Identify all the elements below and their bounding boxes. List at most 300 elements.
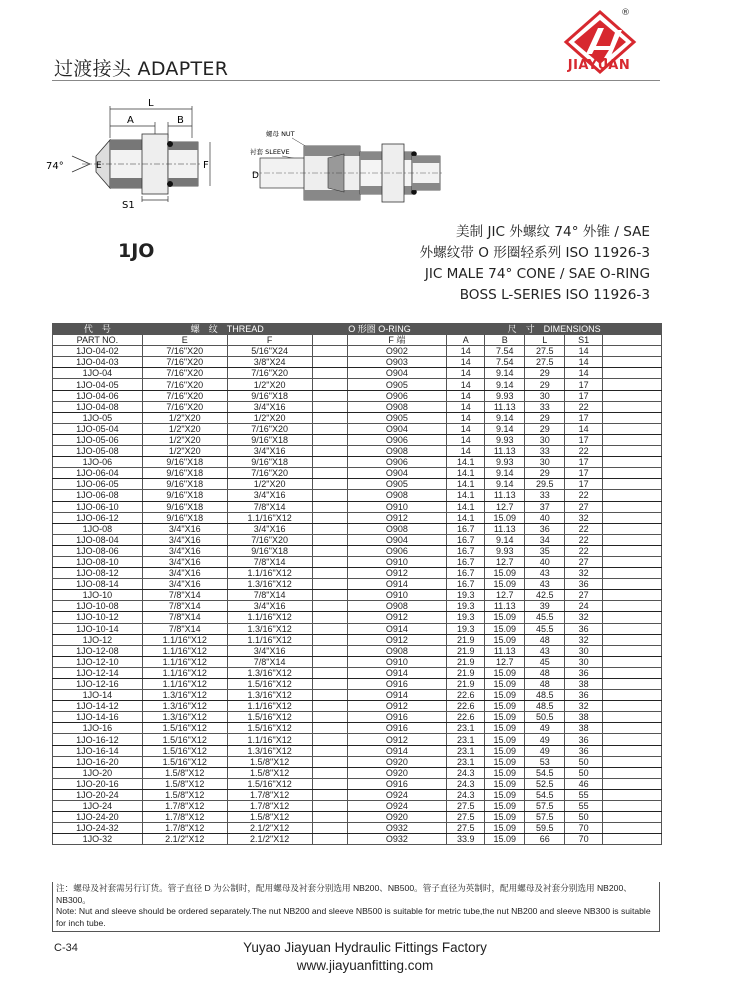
table-cell: 15.09 — [485, 634, 525, 645]
table-cell: 29 — [525, 423, 565, 434]
table-cell: 14.1 — [447, 512, 485, 523]
table-cell: 43 — [525, 579, 565, 590]
table-cell: 14.1 — [447, 501, 485, 512]
table-cell: 2.1/2"X12 — [227, 823, 312, 834]
table-cell: 3/4"X16 — [227, 446, 312, 457]
table-cell: 38 — [565, 679, 603, 690]
table-cell: O916 — [347, 723, 447, 734]
table-row — [53, 712, 662, 723]
table-cell: 1JO-04-02 — [53, 346, 143, 357]
table-cell: 32 — [565, 568, 603, 579]
table-cell: O905 — [347, 479, 447, 490]
table-cell: 11.13 — [485, 523, 525, 534]
table-cell: 1.3/16"X12 — [142, 701, 227, 712]
table-row — [53, 778, 662, 789]
table-cell — [603, 712, 662, 723]
table-cell — [603, 778, 662, 789]
table-cell: 1.7/8"X12 — [227, 801, 312, 812]
table-cell: 29 — [525, 379, 565, 390]
table-cell: O910 — [347, 590, 447, 601]
table-cell: 21.9 — [447, 656, 485, 667]
table-cell: 1.1/16"X12 — [227, 512, 312, 523]
table-cell: 3/4"X16 — [227, 401, 312, 412]
table-cell: O912 — [347, 612, 447, 623]
table-cell: 9/16"X18 — [227, 434, 312, 445]
table-row — [53, 767, 662, 778]
table-cell: 9.93 — [485, 457, 525, 468]
table-cell: 5/16"X24 — [227, 346, 312, 357]
table-cell — [603, 346, 662, 357]
table-cell — [312, 734, 347, 745]
table-cell — [312, 623, 347, 634]
table-cell: 32 — [565, 634, 603, 645]
table-row — [53, 457, 662, 468]
table-cell: 38 — [565, 712, 603, 723]
table-cell — [312, 723, 347, 734]
table-cell: 9.93 — [485, 390, 525, 401]
table-cell — [603, 601, 662, 612]
table-cell: O914 — [347, 623, 447, 634]
table-cell: 1JO-20 — [53, 767, 143, 778]
table-cell: 24 — [565, 601, 603, 612]
table-cell: 3/4"X16 — [227, 601, 312, 612]
table-cell: 7/8"X14 — [227, 501, 312, 512]
table-cell: 7/8"X14 — [142, 590, 227, 601]
table-cell: 15.09 — [485, 679, 525, 690]
table-cell: 21.9 — [447, 634, 485, 645]
table-cell: 21.9 — [447, 679, 485, 690]
table-cell: 32 — [565, 512, 603, 523]
page-number: C-34 — [54, 942, 78, 954]
table-cell: 34 — [525, 534, 565, 545]
table-cell — [603, 457, 662, 468]
table-cell: 11.13 — [485, 645, 525, 656]
table-cell: 49 — [525, 734, 565, 745]
table-cell — [603, 690, 662, 701]
table-cell: 36 — [565, 623, 603, 634]
col-header — [312, 335, 347, 346]
table-cell: 9.14 — [485, 412, 525, 423]
table-row — [53, 379, 662, 390]
table-cell: 15.09 — [485, 512, 525, 523]
table-cell: 7.54 — [485, 357, 525, 368]
note-cn: 注：螺母及衬套需另行订货。管子直径 D 为公制时，配用螺母及衬套分别选用 NB200、NB500。管子直径为英制时，配用螺母及衬套分别选用 NB200、NB300。 — [56, 883, 632, 905]
table-cell: 16.7 — [447, 545, 485, 556]
table-cell: 24.3 — [447, 789, 485, 800]
table-cell: 1JO-20-16 — [53, 778, 143, 789]
product-description — [360, 222, 650, 306]
table-cell: O914 — [347, 690, 447, 701]
table-cell — [603, 767, 662, 778]
table-cell: 1.3/16"X12 — [227, 667, 312, 678]
table-cell: O924 — [347, 801, 447, 812]
table-cell: 1JO-05-04 — [53, 423, 143, 434]
table-cell: 17 — [565, 479, 603, 490]
table-cell — [603, 545, 662, 556]
table-cell: 39 — [525, 601, 565, 612]
table-cell — [603, 656, 662, 667]
table-cell: 48 — [525, 679, 565, 690]
desc-line: 外螺纹带 O 形圈轻系列 ISO 11926-3 — [419, 245, 650, 261]
table-row — [53, 701, 662, 712]
table-cell: 23.1 — [447, 756, 485, 767]
table-cell: 15.09 — [485, 568, 525, 579]
table-cell: 9/16"X18 — [227, 390, 312, 401]
table-cell: 1JO-10-14 — [53, 623, 143, 634]
table-cell — [312, 690, 347, 701]
dim-label-A: A — [127, 115, 134, 126]
table-row — [53, 479, 662, 490]
table-cell — [312, 379, 347, 390]
table-cell: 35 — [525, 545, 565, 556]
table-cell: 48 — [525, 634, 565, 645]
table-cell: O912 — [347, 634, 447, 645]
table-cell: 15.09 — [485, 623, 525, 634]
angle-label: 74° — [46, 161, 64, 172]
table-cell: 3/4"X16 — [142, 556, 227, 567]
table-cell — [312, 645, 347, 656]
table-cell: 14 — [565, 357, 603, 368]
table-cell: O904 — [347, 368, 447, 379]
table-cell: 11.13 — [485, 490, 525, 501]
table-row — [53, 734, 662, 745]
table-cell — [312, 479, 347, 490]
table-cell: 7/8"X14 — [227, 590, 312, 601]
table-cell: 9.14 — [485, 534, 525, 545]
header-divider — [52, 80, 660, 81]
table-cell: 1JO-14 — [53, 690, 143, 701]
table-cell: 22 — [565, 523, 603, 534]
table-cell: O908 — [347, 645, 447, 656]
table-cell — [312, 612, 347, 623]
table-cell — [603, 357, 662, 368]
table-cell: 15.09 — [485, 778, 525, 789]
table-cell — [312, 656, 347, 667]
table-cell — [312, 823, 347, 834]
note-en: Note: Nut and sleeve should be ordered separately.The nut NB200 and sleeve NB500 is suitable for metric tube,the nut NB200 and sleeve NB300 is suitable for inch tube. — [56, 906, 651, 928]
table-cell: O908 — [347, 446, 447, 457]
table-cell: 40 — [525, 512, 565, 523]
table-cell: 7/16"X20 — [142, 379, 227, 390]
table-cell: 70 — [565, 823, 603, 834]
table-cell — [603, 823, 662, 834]
table-cell: 11.13 — [485, 401, 525, 412]
group-header-thread: 螺 纹 THREAD — [142, 324, 312, 335]
table-cell: 50.5 — [525, 712, 565, 723]
table-cell: 1.7/8"X12 — [227, 789, 312, 800]
desc-line: 美制 JIC 外螺纹 74° 外锥 / SAE — [455, 224, 650, 240]
table-cell: 11.13 — [485, 446, 525, 457]
table-cell — [603, 534, 662, 545]
table-cell: 36 — [525, 523, 565, 534]
table-cell — [312, 601, 347, 612]
table-cell: 9.14 — [485, 479, 525, 490]
table-cell: 15.09 — [485, 734, 525, 745]
table-cell: 1.5/8"X12 — [142, 778, 227, 789]
table-cell: 1JO-06 — [53, 457, 143, 468]
group-header-dimensions: 尺 寸 DIMENSIONS — [447, 324, 662, 335]
table-cell: 15.09 — [485, 767, 525, 778]
nut-label: 螺母 NUT — [266, 130, 295, 138]
table-cell: 14 — [447, 401, 485, 412]
table-cell: 23.1 — [447, 745, 485, 756]
table-cell: O904 — [347, 534, 447, 545]
table-cell — [603, 679, 662, 690]
table-cell — [603, 812, 662, 823]
table-row — [53, 656, 662, 667]
table-cell: 14.1 — [447, 479, 485, 490]
table-cell — [312, 468, 347, 479]
table-cell: 3/4"X16 — [142, 545, 227, 556]
table-cell: 22 — [565, 545, 603, 556]
table-cell: O914 — [347, 579, 447, 590]
table-cell: 1JO-08-04 — [53, 534, 143, 545]
table-cell: 1JO-08-10 — [53, 556, 143, 567]
table-cell: 14 — [565, 368, 603, 379]
table-row — [53, 612, 662, 623]
table-cell: 19.3 — [447, 601, 485, 612]
table-cell — [603, 801, 662, 812]
table-cell: 14 — [447, 379, 485, 390]
table-cell: 36 — [565, 579, 603, 590]
table-cell: 29 — [525, 368, 565, 379]
table-row — [53, 834, 662, 845]
table-cell: 54.5 — [525, 789, 565, 800]
table-cell: 1.1/16"X12 — [227, 612, 312, 623]
table-cell: 9.14 — [485, 379, 525, 390]
table-cell: 55 — [565, 789, 603, 800]
table-cell: 24.3 — [447, 778, 485, 789]
table-cell: 1JO-05 — [53, 412, 143, 423]
col-header: E — [142, 335, 227, 346]
table-cell: 36 — [565, 734, 603, 745]
table-cell: O914 — [347, 745, 447, 756]
desc-line: BOSS L-SERIES ISO 11926-3 — [459, 287, 650, 303]
table-cell — [312, 568, 347, 579]
table-cell: 27.5 — [525, 346, 565, 357]
table-cell — [603, 523, 662, 534]
table-cell: 22 — [565, 490, 603, 501]
table-cell: 9/16"X18 — [142, 512, 227, 523]
table-cell: 7/8"X14 — [142, 612, 227, 623]
table-cell: 7/16"X20 — [227, 423, 312, 434]
table-cell: 22 — [565, 446, 603, 457]
adapter-drawing — [42, 92, 442, 220]
table-cell: 17 — [565, 412, 603, 423]
dim-label-E: E — [96, 161, 102, 171]
table-cell: 48 — [525, 667, 565, 678]
table-cell: O905 — [347, 412, 447, 423]
registered-mark: ® — [621, 8, 630, 18]
table-cell — [603, 412, 662, 423]
table-cell: 45.5 — [525, 612, 565, 623]
table-cell: 32 — [565, 701, 603, 712]
table-cell: 24.3 — [447, 767, 485, 778]
table-cell: 1.1/16"X12 — [142, 634, 227, 645]
table-cell: 9/16"X18 — [142, 501, 227, 512]
table-cell: 1/2"X20 — [227, 379, 312, 390]
table-cell: O908 — [347, 601, 447, 612]
table-cell — [603, 556, 662, 567]
table-cell — [312, 778, 347, 789]
table-cell: 14.1 — [447, 457, 485, 468]
table-row — [53, 401, 662, 412]
table-cell: 33.9 — [447, 834, 485, 845]
table-cell: 1JO-06-05 — [53, 479, 143, 490]
table-row — [53, 756, 662, 767]
group-header-partno: 代 号 — [53, 324, 143, 335]
table-cell: O908 — [347, 523, 447, 534]
table-row — [53, 801, 662, 812]
table-cell: 1.5/16"X12 — [142, 723, 227, 734]
table-row — [53, 812, 662, 823]
table-cell: 14 — [447, 346, 485, 357]
table-cell — [312, 523, 347, 534]
factory-name: Yuyao Jiayuan Hydraulic Fittings Factory — [243, 940, 487, 955]
table-row — [53, 534, 662, 545]
table-row — [53, 823, 662, 834]
table-cell: 30 — [525, 434, 565, 445]
table-cell — [312, 446, 347, 457]
table-cell: 27.5 — [447, 823, 485, 834]
table-cell — [312, 423, 347, 434]
table-cell — [603, 579, 662, 590]
table-cell: 21.9 — [447, 667, 485, 678]
table-cell: 1.7/8"X12 — [142, 801, 227, 812]
table-cell: 7/16"X20 — [227, 468, 312, 479]
table-cell — [312, 834, 347, 845]
table-cell: 9/16"X18 — [142, 468, 227, 479]
table-cell — [312, 756, 347, 767]
table-row — [53, 745, 662, 756]
table-cell — [603, 501, 662, 512]
table-cell: O904 — [347, 468, 447, 479]
table-cell: 29 — [525, 412, 565, 423]
table-cell: 16.7 — [447, 579, 485, 590]
col-header — [603, 335, 662, 346]
col-header: B — [485, 335, 525, 346]
table-cell: 7/16"X20 — [227, 534, 312, 545]
table-cell: 1JO-06-04 — [53, 468, 143, 479]
table-cell — [312, 679, 347, 690]
table-row — [53, 679, 662, 690]
table-cell: 1.5/8"X12 — [227, 767, 312, 778]
table-cell: 57.5 — [525, 812, 565, 823]
table-cell: 1JO-08 — [53, 523, 143, 534]
sleeve-label: 衬套 SLEEVE — [250, 148, 290, 156]
table-cell — [603, 379, 662, 390]
table-cell: 1.3/16"X12 — [227, 579, 312, 590]
table-cell: 16.7 — [447, 534, 485, 545]
table-cell: O910 — [347, 556, 447, 567]
table-cell: O905 — [347, 379, 447, 390]
table-cell — [312, 634, 347, 645]
table-cell — [603, 368, 662, 379]
table-cell: 1.1/16"X12 — [142, 667, 227, 678]
table-cell: 1.1/16"X12 — [227, 734, 312, 745]
table-cell: 3/8"X24 — [227, 357, 312, 368]
table-cell: 1JO-12 — [53, 634, 143, 645]
table-row — [53, 501, 662, 512]
table-cell: 3/4"X16 — [227, 645, 312, 656]
col-header: PART NO. — [53, 335, 143, 346]
dim-label-F: F — [203, 160, 209, 171]
table-row — [53, 523, 662, 534]
table-cell: 33 — [525, 490, 565, 501]
table-cell: 1.1/16"X12 — [227, 701, 312, 712]
table-cell: 17 — [565, 457, 603, 468]
table-cell: 15.09 — [485, 801, 525, 812]
table-cell: 15.09 — [485, 789, 525, 800]
table-row — [53, 690, 662, 701]
col-header: A — [447, 335, 485, 346]
table-cell: 7/8"X14 — [142, 601, 227, 612]
table-row — [53, 545, 662, 556]
dim-label-S1: S1 — [122, 200, 135, 211]
table-cell: O924 — [347, 789, 447, 800]
table-cell: 14 — [447, 357, 485, 368]
table-cell: 1JO-20-24 — [53, 789, 143, 800]
table-cell: 2.1/2"X12 — [227, 834, 312, 845]
table-cell — [603, 434, 662, 445]
table-cell — [603, 568, 662, 579]
table-cell: 1JO-08-12 — [53, 568, 143, 579]
table-cell: O920 — [347, 767, 447, 778]
table-cell: 45 — [525, 656, 565, 667]
table-cell: 1JO-16-14 — [53, 745, 143, 756]
table-cell — [603, 446, 662, 457]
table-row — [53, 468, 662, 479]
table-cell: 1.5/16"X12 — [227, 778, 312, 789]
table-cell: O903 — [347, 357, 447, 368]
table-cell: 1.5/16"X12 — [227, 679, 312, 690]
table-row — [53, 579, 662, 590]
notes-box — [52, 882, 660, 932]
table-cell: O912 — [347, 701, 447, 712]
table-cell: O932 — [347, 823, 447, 834]
table-cell — [603, 756, 662, 767]
table-cell: 1/2"X20 — [227, 412, 312, 423]
table-cell: 66 — [525, 834, 565, 845]
table-cell: 29.5 — [525, 479, 565, 490]
table-cell: 17 — [565, 390, 603, 401]
table-cell: 16.7 — [447, 568, 485, 579]
table-cell — [603, 834, 662, 845]
table-cell: 1JO-24-20 — [53, 812, 143, 823]
table-cell: 9/16"X18 — [227, 545, 312, 556]
table-cell: 1.7/8"X12 — [142, 812, 227, 823]
table-cell: 17 — [565, 434, 603, 445]
table-row — [53, 789, 662, 800]
table-cell — [603, 623, 662, 634]
table-cell: 27 — [565, 556, 603, 567]
table-cell: 1/2"X20 — [142, 434, 227, 445]
table-cell — [603, 479, 662, 490]
table-row — [53, 512, 662, 523]
table-cell: 3/4"X16 — [142, 568, 227, 579]
table-row — [53, 390, 662, 401]
table-row — [53, 601, 662, 612]
col-header: S1 — [565, 335, 603, 346]
table-cell: 1.3/16"X12 — [227, 745, 312, 756]
table-cell — [312, 590, 347, 601]
table-cell: 50 — [565, 756, 603, 767]
table-cell: 15.09 — [485, 723, 525, 734]
table-cell: O906 — [347, 390, 447, 401]
table-cell: 9/16"X18 — [227, 457, 312, 468]
table-cell: O914 — [347, 667, 447, 678]
table-cell: 12.7 — [485, 590, 525, 601]
